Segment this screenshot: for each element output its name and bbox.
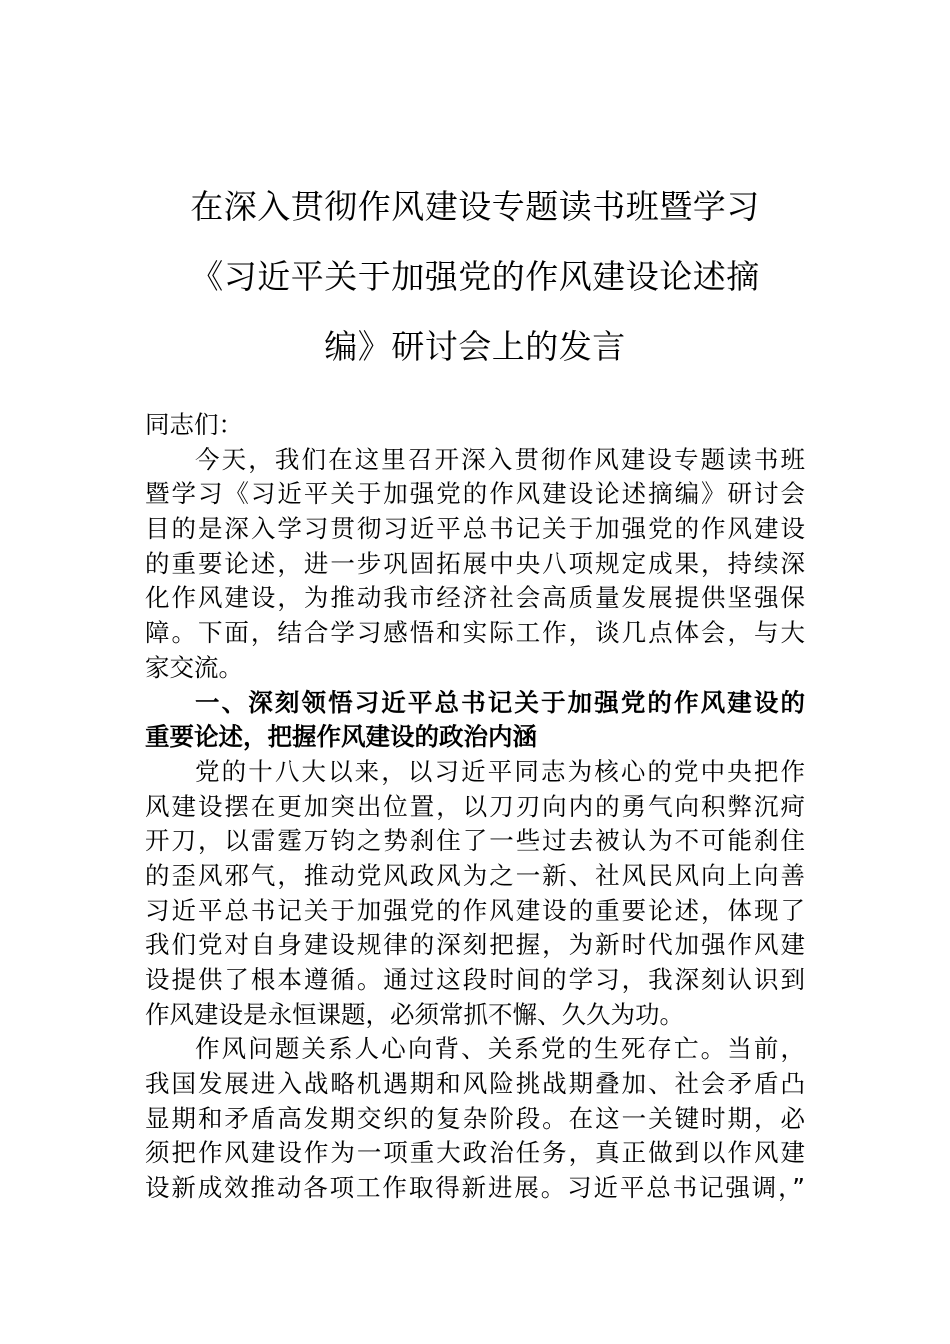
text-line: 开刀，以雷霆万钧之势刹住了一些过去被认为不可能刹住 [145, 826, 805, 856]
document-body [145, 408, 805, 1206]
title-line: 在深入贯彻作风建设专题读书班暨学习 [190, 187, 760, 226]
text-line: 显期和矛盾高发期交织的复杂阶段。在这一关键时期，必 [145, 1103, 805, 1133]
text-line: 设新成效推动各项工作取得新进展。习近平总书记强调，” [145, 1173, 805, 1203]
section-heading [145, 686, 805, 755]
text-line: 我国发展进入战略机遇期和风险挑战期叠加、社会矛盾凸 [145, 1069, 805, 1099]
text-line: 风建设摆在更加突出位置，以刀刃向内的勇气向积弊沉疴 [145, 791, 805, 821]
paragraph-intro [145, 443, 805, 686]
text-line: 作风问题关系人心向背、关系党的生死存亡。当前， [195, 1034, 805, 1064]
text-line: 家交流。 [145, 652, 243, 682]
text-line: 党的十八大以来，以习近平同志为核心的党中央把作 [195, 756, 805, 786]
text-line: 习近平总书记关于加强党的作风建设的重要论述，体现了 [145, 895, 805, 925]
title-line: 编》研讨会上的发言 [324, 327, 626, 366]
text-line: 的歪风邪气，推动党风政风为之一新、社风民风向上向善 [145, 860, 805, 890]
document-title [140, 172, 810, 382]
salutation: 同志们： [145, 410, 243, 439]
text-line: 作风建设是永恒课题，必须常抓不懈、久久为功。 [145, 999, 684, 1029]
text-line: 须把作风建设作为一项重大政治任务，真正做到以作风建 [145, 1138, 805, 1168]
text-line: 目的是深入学习贯彻习近平总书记关于加强党的作风建设 [145, 514, 805, 544]
heading-line: 重要论述，把握作风建设的政治内涵 [145, 722, 537, 752]
paragraph-body [145, 1032, 805, 1205]
text-line: 障。下面，结合学习感悟和实际工作，谈几点体会，与大 [145, 618, 805, 648]
text-line: 化作风建设，为推动我市经济社会高质量发展提供坚强保 [145, 583, 805, 613]
text-line: 我们党对自身建设规律的深刻把握，为新时代加强作风建 [145, 930, 805, 960]
heading-line: 一、深刻领悟习近平总书记关于加强党的作风建设的 [195, 687, 805, 717]
text-line: 的重要论述，进一步巩固拓展中央八项规定成果，持续深 [145, 548, 805, 578]
title-line: 《习近平关于加强党的作风建设论述摘 [190, 257, 760, 296]
text-line: 今天，我们在这里召开深入贯彻作风建设专题读书班 [195, 444, 805, 474]
paragraph-body [145, 755, 805, 1033]
text-line: 暨学习《习近平关于加强党的作风建设论述摘编》研讨会 [145, 479, 805, 509]
text-line: 设提供了根本遵循。通过这段时间的学习，我深刻认识到 [145, 965, 805, 994]
